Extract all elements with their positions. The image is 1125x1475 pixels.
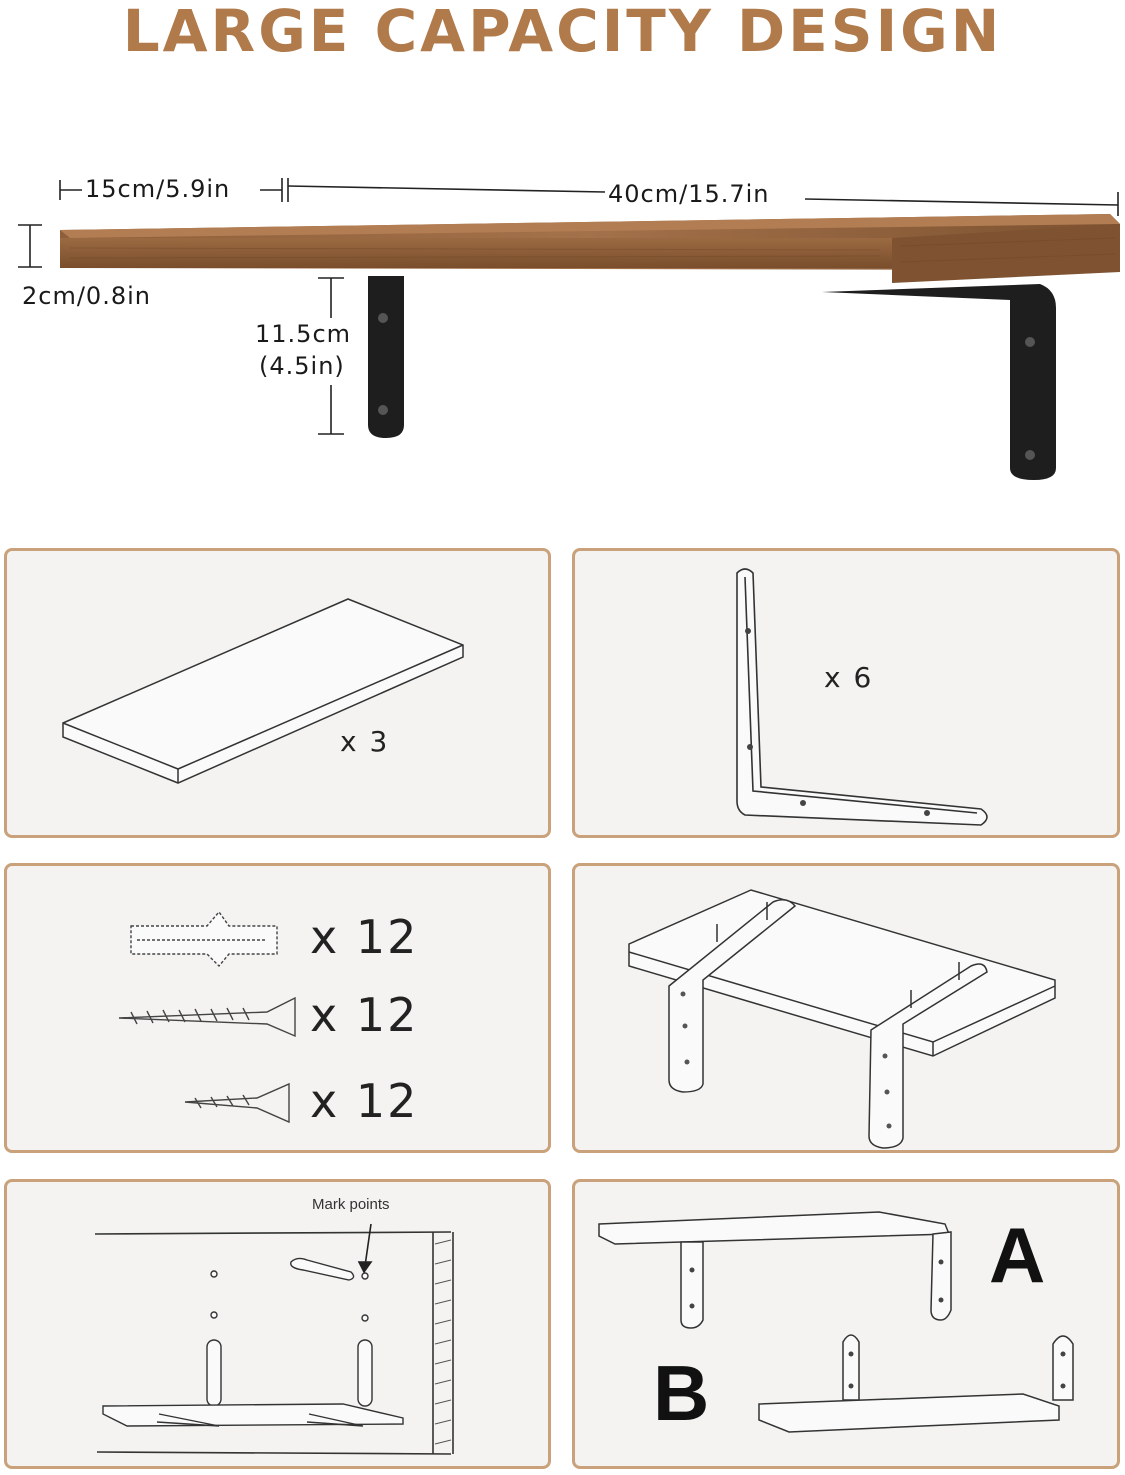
bracket-height-imperial-label: (4.5in) — [259, 352, 345, 380]
wall-mounting-icon — [7, 1182, 548, 1466]
option-b-label: B — [653, 1349, 710, 1437]
mark-points-label: Mark points — [312, 1196, 390, 1213]
bracket-quantity: x 6 — [824, 661, 874, 694]
short-screw-icon — [185, 1084, 289, 1122]
anchor-quantity: x 12 — [310, 910, 419, 964]
wall-anchor-icon — [131, 912, 277, 966]
thickness-dimension-label: 2cm/0.8in — [22, 282, 151, 310]
assembly-panel — [572, 863, 1120, 1153]
option-a-shelf-icon — [599, 1212, 949, 1244]
option-a-label: A — [989, 1211, 1046, 1299]
option-b-shelf-icon — [843, 1335, 859, 1400]
length-dimension-label: 40cm/15.7in — [608, 180, 770, 208]
installation-options-panel — [572, 1179, 1120, 1469]
depth-dimension-label: 15cm/5.9in — [85, 175, 231, 203]
bracket-height-label: 11.5cm — [255, 320, 352, 348]
assembled-shelf-icon — [575, 866, 1117, 1150]
hardware-panel — [4, 863, 551, 1153]
shelf-quantity: x 3 — [340, 725, 390, 758]
mounting-instructions-panel — [4, 1179, 551, 1469]
shelf-product-illustration — [0, 0, 1125, 500]
bracket-panel — [572, 548, 1120, 838]
shelf-board-icon — [7, 551, 548, 835]
shelf-board-panel — [4, 548, 551, 838]
short-screw-quantity: x 12 — [310, 1074, 419, 1128]
long-screw-quantity: x 12 — [310, 988, 419, 1042]
page-title: LARGE CAPACITY DESIGN — [122, 0, 1003, 65]
long-screw-icon — [119, 998, 295, 1036]
hardware-icons — [7, 866, 548, 1150]
